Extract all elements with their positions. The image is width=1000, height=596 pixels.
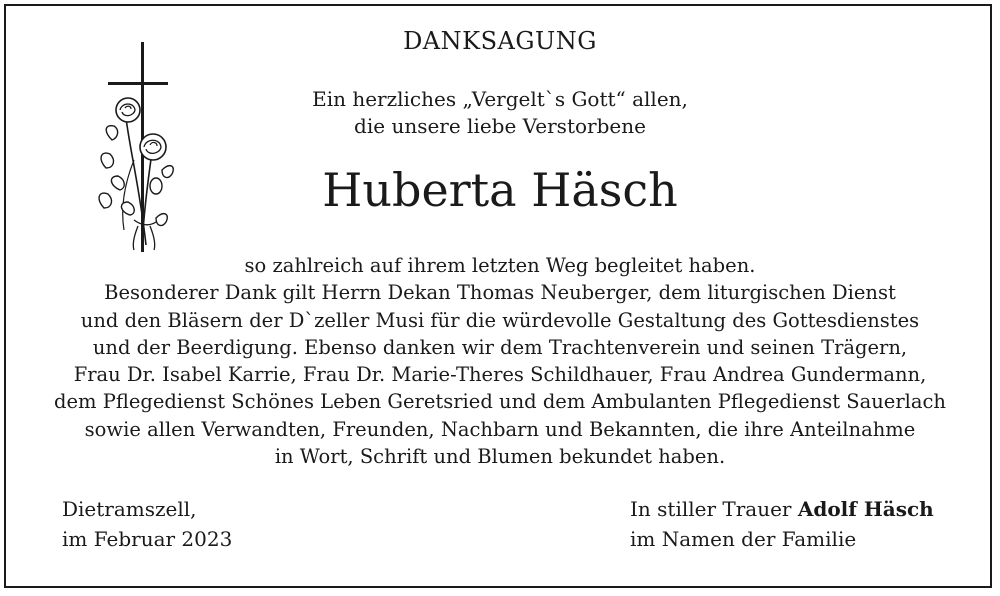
family-line: im Namen der Familie xyxy=(630,527,857,551)
text-line: und den Bläsern der D`zeller Musi für die würdevolle Gestaltung des Gottesdienstes xyxy=(80,308,920,332)
thanks-text xyxy=(0,252,1000,470)
text-line: Frau Dr. Isabel Karrie, Frau Dr. Marie-Theres Schildhauer, Frau Andrea Gundermann, xyxy=(73,363,927,387)
intro-line: die unsere liebe Verstorbene xyxy=(354,114,646,138)
deceased-name: Huberta Häsch xyxy=(322,163,678,217)
intro-text xyxy=(0,86,1000,140)
text-line: sowie allen Verwandten, Freunden, Nachbarn und Bekannten, die ihre Anteilnahme xyxy=(84,417,916,441)
page-title: DANKSAGUNG xyxy=(403,27,597,55)
text-line: in Wort, Schrift und Blumen bekundet haben. xyxy=(274,445,726,469)
text-line: dem Pflegedienst Schönes Leben Geretsried und dem Ambulanten Pflegedienst Sauerlach xyxy=(54,390,946,414)
date: im Februar 2023 xyxy=(62,527,233,551)
text-line: Besonderer Dank gilt Herrn Dekan Thomas Neuberger, dem liturgischen Dienst xyxy=(104,281,896,305)
place-date xyxy=(62,494,232,554)
signatory: Adolf Häsch xyxy=(797,497,934,521)
text-line: so zahlreich auf ihrem letzten Weg begleitet haben. xyxy=(244,254,756,277)
cross-with-roses-icon xyxy=(90,40,180,255)
place: Dietramszell, xyxy=(62,497,197,521)
signature-block xyxy=(630,494,934,554)
text-line: und der Beerdigung. Ebenso danken wir dem Trachtenverein und seinen Trägern, xyxy=(92,335,908,359)
mourning-line xyxy=(630,494,934,524)
intro-line: Ein herzliches „Vergelt`s Gott“ allen, xyxy=(312,87,688,111)
mourning-prefix: In stiller Trauer xyxy=(630,497,792,521)
